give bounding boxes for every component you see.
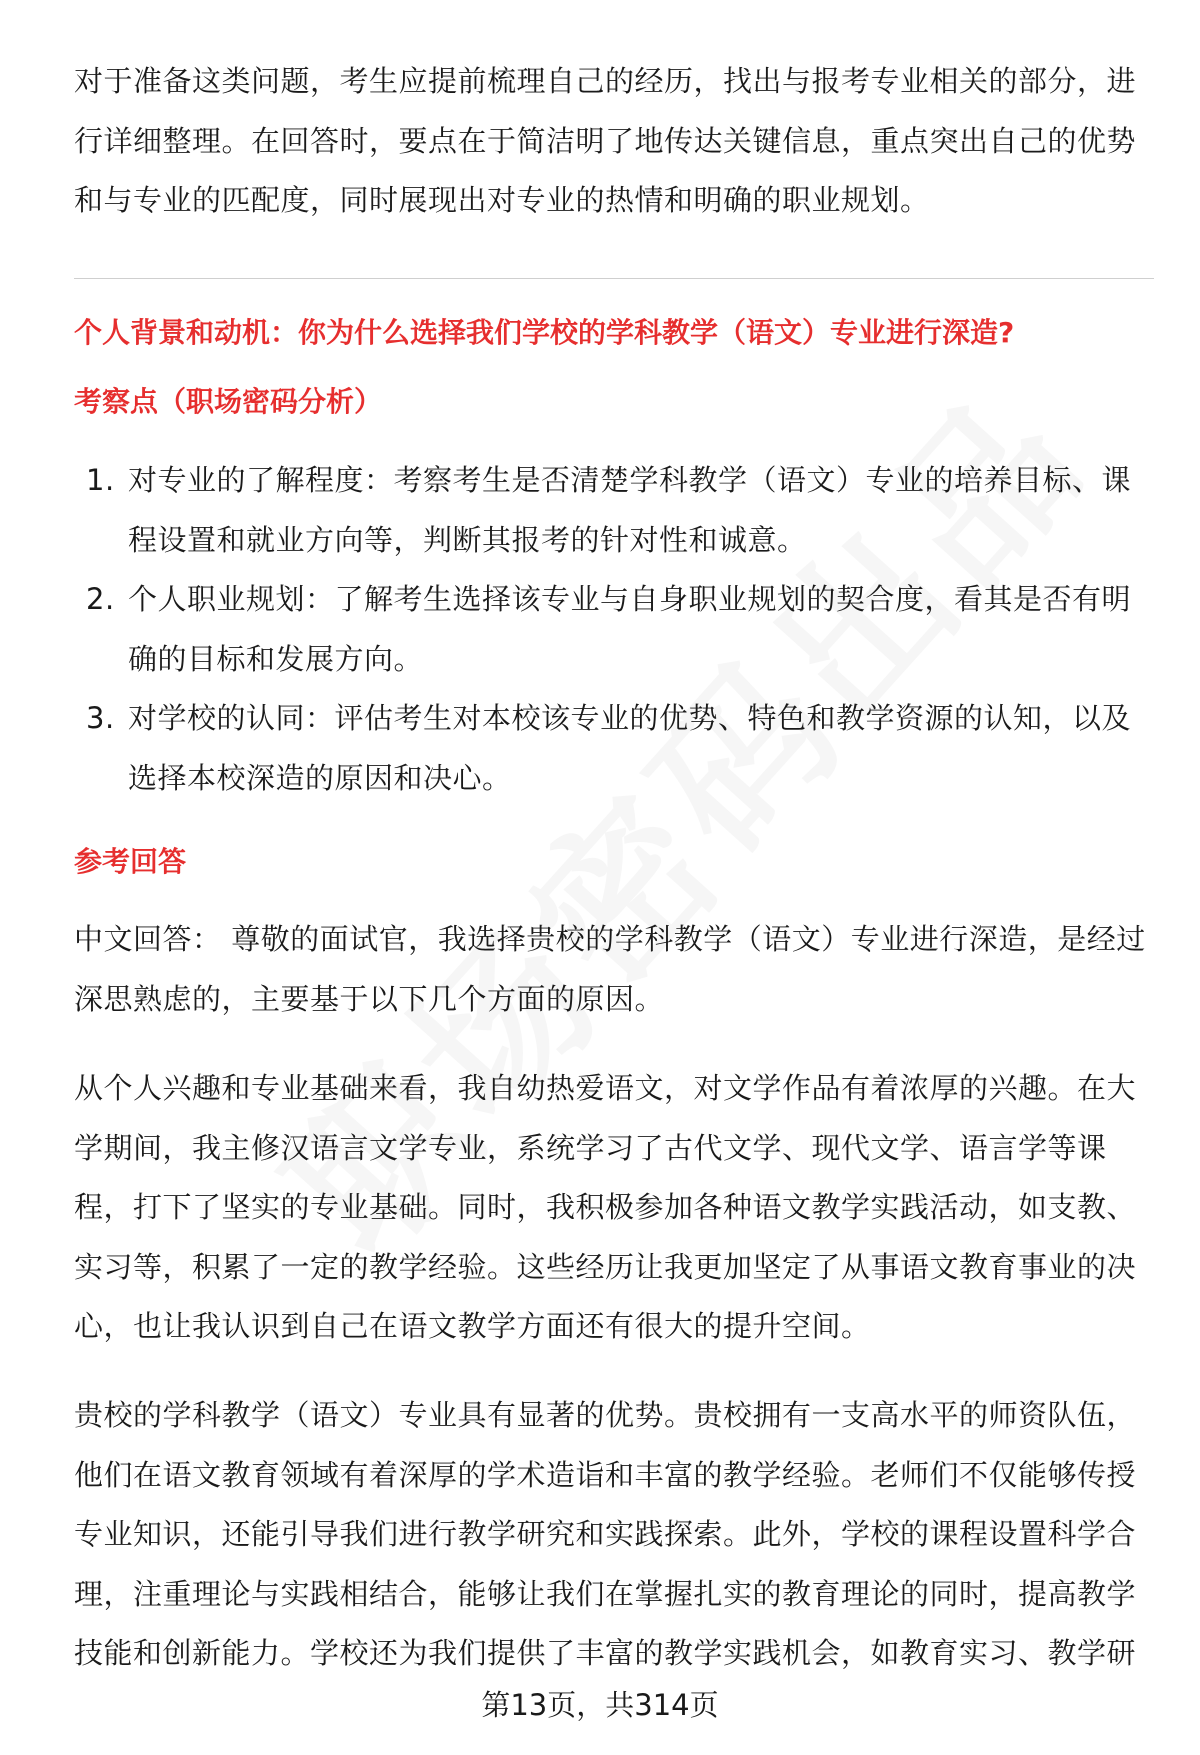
list-item-text: 个人职业规划：了解考生选择该专业与自身职业规划的契合度，看其是否有明确的目标和发展方向。: [128, 582, 1132, 676]
points-list: [74, 451, 1154, 808]
list-item-text: 对专业的了解程度：考察考生是否清楚学科教学（语文）专业的培养目标、课程设置和就业方向等，判断其报考的针对性和诚意。: [128, 463, 1132, 557]
intro-paragraph: 对于准备这类问题，考生应提前梳理自己的经历，找出与报考专业相关的部分，进行详细整理。在回答时，要点在于简洁明了地传达关键信息，重点突出自己的优势和与专业的匹配度，同时展现出对专业的热情和明确的职业规划。: [74, 64, 1137, 217]
list-item: [74, 689, 1154, 808]
section-divider: [74, 278, 1154, 279]
list-number: 3.: [86, 701, 115, 735]
list-number: 2.: [86, 582, 115, 616]
list-item-text: 对学校的认同：评估考生对本校该专业的优势、特色和教学资源的认知，以及选择本校深造的原因和决心。: [128, 701, 1132, 795]
page-footer: 第13页，共314页: [481, 1688, 719, 1722]
reference-heading: 参考回答: [74, 845, 187, 878]
question-heading: 个人背景和动机：你为什么选择我们学校的学科教学（语文）专业进行深造?: [74, 316, 1015, 349]
answer-paragraph-2: 贵校的学科教学（语文）专业具有显著的优势。贵校拥有一支高水平的师资队伍，他们在语文教育领域有着深厚的学术造诣和丰富的教学经验。老师们不仅能够传授专业知识，还能引导我们进行教学研究和实践探索。此外，学校的课程设置科学合理，注重理论与实践相结合，能够让我们在掌握扎实的教育理论的同时，提高教学技能和创新能力。学校还为我们提供了丰富的教学实践机会，如教育实习、教学研: [74, 1398, 1137, 1670]
answer-intro-paragraph: 中文回答： 尊敬的面试官，我选择贵校的学科教学（语文）专业进行深造，是经过深思熟虑的，主要基于以下几个方面的原因。: [74, 922, 1146, 1016]
answer-paragraph-1: 从个人兴趣和专业基础来看，我自幼热爱语文，对文学作品有着浓厚的兴趣。在大学期间，我主修汉语言文学专业，系统学习了古代文学、现代文学、语言学等课程，打下了坚实的专业基础。同时，我积极参加各种语文教学实践活动，如支教、实习等，积累了一定的教学经验。这些经历让我更加坚定了从事语文教育事业的决心，也让我认识到自己在语文教学方面还有很大的提升空间。: [74, 1071, 1137, 1343]
list-item: [74, 451, 1154, 570]
points-heading: 考察点（职场密码分析）: [74, 385, 383, 418]
list-number: 1.: [86, 463, 115, 497]
list-item: [74, 570, 1154, 689]
